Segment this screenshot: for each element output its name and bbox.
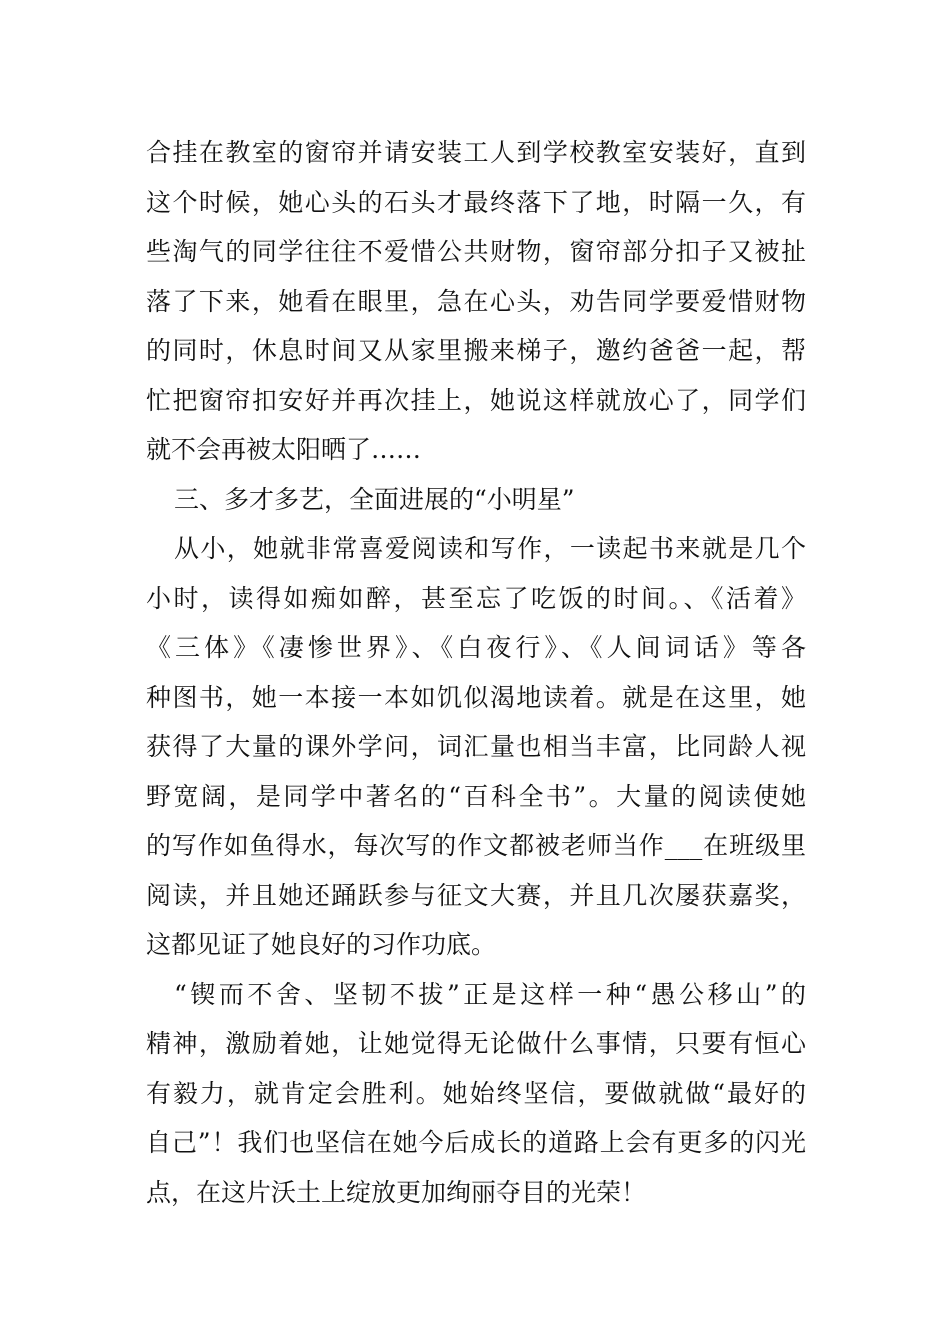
text-line: “锲而不舍、坚韧不拔”正是这样一种“愚公移山”的	[174, 979, 806, 1009]
document-body	[146, 128, 806, 1217]
text-line: 小时，读得如痴如醉，甚至忘了吃饭的时间。、《活着》	[146, 583, 806, 613]
text-line: 落了下来，她看在眼里，急在心头，劝告同学要爱惜财物	[146, 286, 806, 316]
text-line: 自己”！我们也坚信在她今后成长的道路上会有更多的闪光	[146, 1128, 806, 1157]
paragraph-end-line: 点，在这片沃土上绽放更加绚丽夺目的光荣！	[146, 1177, 647, 1207]
text-line: 从小，她就非常喜爱阅读和写作，一读起书来就是几个	[174, 534, 806, 563]
section-heading: 三、多才多艺，全面进展的“小明星”	[174, 484, 575, 514]
paragraph-end-line: 就不会再被太阳晒了……	[146, 435, 422, 464]
text-line: 获得了大量的课外学问，词汇量也相当丰富，比同龄人视	[146, 732, 806, 761]
text-line: 合挂在教室的窗帘并请安装工人到学校教室安装好，直到	[146, 138, 806, 167]
text-line: 种图书，她一本接一本如饥似渴地读着。就是在这里，她	[146, 682, 806, 712]
text-line: 忙把窗帘扣安好并再次挂上，她说这样就放心了，同学们	[146, 385, 806, 415]
text-line: 阅读，并且她还踊跃参与征文大赛，并且几次屡获嘉奖，	[146, 880, 806, 910]
text-line: 这个时候，她心头的石头才最终落下了地，时隔一久，有	[146, 187, 806, 217]
text-line: 有毅力，就肯定会胜利。她始终坚信，要做就做“最好的	[146, 1078, 806, 1108]
paragraph-end-line: 这都见证了她良好的习作功底。	[146, 930, 497, 959]
text-line: 精神，激励着她，让她觉得无论做什么事情，只要有恒心	[146, 1029, 806, 1058]
text-line: 野宽阔，是同学中著名的“百科全书”。大量的阅读使她	[146, 781, 806, 811]
text-line: 《三体》《凄惨世界》、《白夜行》、《人间词话》等各	[146, 633, 806, 662]
text-line: 些淘气的同学往往不爱惜公共财物，窗帘部分扣子又被扯	[146, 237, 806, 266]
text-line: 的写作如鱼得水，每次写的作文都被老师当作___在班级里	[146, 831, 806, 860]
text-line: 的同时，休息时间又从家里搬来梯子，邀约爸爸一起，帮	[146, 336, 806, 365]
